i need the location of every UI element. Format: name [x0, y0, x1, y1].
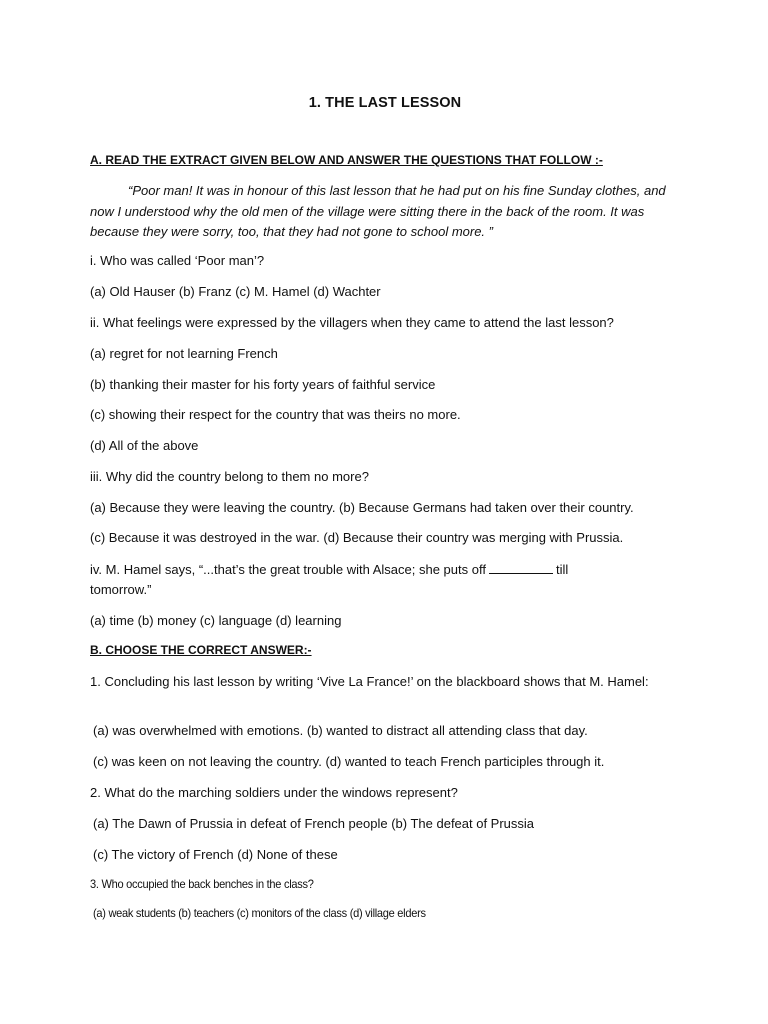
question-b1-options-ab: (a) was overwhelmed with emotions. (b) wanted to distract all attending class that day.: [93, 723, 588, 738]
question-a2-option-c: (c) showing their respect for the country that was theirs no more.: [90, 407, 461, 422]
question-a3-options-ab: (a) Because they were leaving the country. (b) Because Germans had taken over their country.: [90, 500, 634, 515]
question-a1: i. Who was called ‘Poor man’?: [90, 253, 265, 268]
question-a4-options: (a) time (b) money (c) language (d) learning: [90, 613, 342, 628]
section-b-heading: B. CHOOSE THE CORRECT ANSWER:-: [90, 643, 312, 657]
question-b2: 2. What do the marching soldiers under the windows represent?: [90, 785, 458, 800]
question-a4: [90, 561, 568, 577]
extract-text: “Poor man! It was in honour of this last lesson that he had put on his fine Sunday clothes, and now I understood why the old men of the village were sitting there in the back of the room. It was because they were sorry, too, that they had not gone to school more. ”: [90, 183, 666, 239]
question-a2: ii. What feelings were expressed by the villagers when they came to attend the last lesson?: [90, 315, 614, 330]
question-b3: 3. Who occupied the back benches in the class?: [90, 877, 314, 891]
question-b2-options-cd: (c) The victory of French (d) None of these: [93, 847, 338, 862]
question-b2-options-ab: (a) The Dawn of Prussia in defeat of French people (b) The defeat of Prussia: [93, 816, 535, 831]
question-a3-options-cd: (c) Because it was destroyed in the war. (d) Because their country was merging with Prussia.: [90, 530, 624, 545]
question-a2-option-d: (d) All of the above: [90, 438, 199, 453]
question-b1-options-cd: (c) was keen on not leaving the country. (d) wanted to teach French participles through it.: [93, 754, 605, 769]
extract-passage: [90, 181, 680, 243]
question-b1: 1. Concluding his last lesson by writing ‘Vive La France!’ on the blackboard shows that M. Hamel:: [90, 674, 649, 689]
fill-in-blank: [489, 561, 553, 574]
question-a1-options: (a) Old Hauser (b) Franz (c) M. Hamel (d) Wachter: [90, 284, 381, 299]
question-a3: iii. Why did the country belong to them no more?: [90, 469, 369, 484]
section-a-heading: A. READ THE EXTRACT GIVEN BELOW AND ANSWER THE QUESTIONS THAT FOLLOW :-: [90, 153, 603, 167]
question-a4-text-end: till: [555, 562, 569, 577]
question-b3-options: (a) weak students (b) teachers (c) monitors of the class (d) village elders: [93, 906, 426, 920]
question-a2-option-b: (b) thanking their master for his forty years of faithful service: [90, 377, 436, 392]
question-a4-continued: tomorrow.”: [90, 582, 152, 597]
page-title: 1. THE LAST LESSON: [308, 95, 462, 111]
question-a2-option-a: (a) regret for not learning French: [90, 346, 278, 361]
question-a4-text: iv. M. Hamel says, “...that’s the great trouble with Alsace; she puts off: [90, 562, 486, 577]
